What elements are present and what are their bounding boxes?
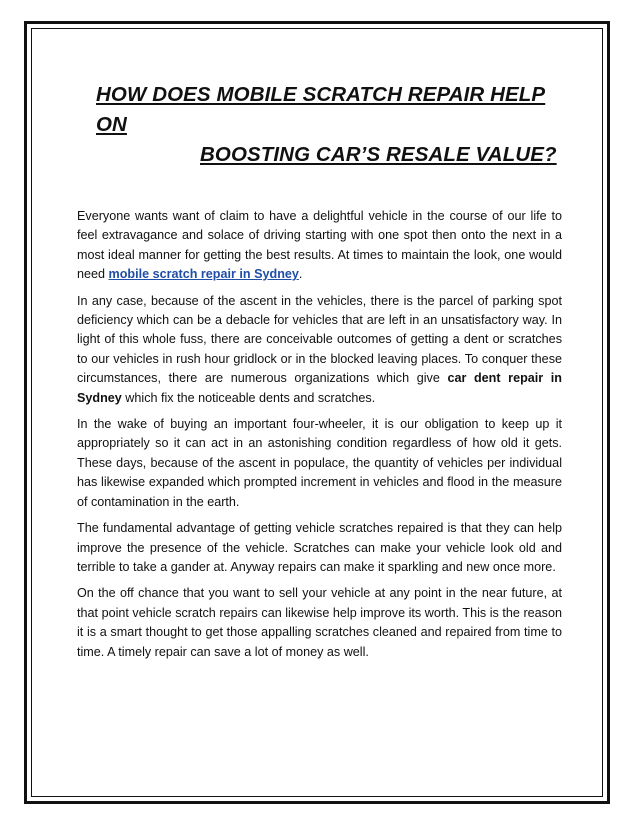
paragraph-2 bbox=[77, 292, 562, 408]
paragraph-1-end: . bbox=[298, 267, 303, 282]
page-title bbox=[60, 80, 580, 170]
title-line-1: HOW DOES MOBILE SCRATCH REPAIR HELP ON bbox=[96, 83, 546, 136]
paragraph-1-text: Everyone wants want of claim to have a delightful vehicle in the course of our life to feel extravagance and solace of driving starting with one spot then onto the next in a most ideal manner for getting the best results. At times to maintain the look, one would need bbox=[77, 209, 562, 282]
paragraph-5: On the off chance that you want to sell your vehicle at any point in the near future, at that point vehicle scratch repairs can likewise help improve its worth. This is the reason it is a smart thought to get those appalling scratches cleaned and repaired from time to time. A timely repair can save a lot of money as well. bbox=[77, 586, 562, 659]
paragraph-3: In the wake of buying an important four-wheeler, it is our obligation to keep up it appropriately so it can act in an astonishing condition regardless of how old it gets. These days, because of the ascent in populace, the quantity of vehicles per individual has likewise expanded which prompted increment in vehicles and flood in the measure of contamination in the earth. bbox=[77, 417, 562, 509]
paragraph-4: The fundamental advantage of getting vehicle scratches repaired is that they can help improve the presence of the vehicle. Scratches can make your vehicle look old and terrible to take a gander at. Anyway repairs can make it sparkling and new once more. bbox=[77, 521, 562, 574]
mobile-scratch-repair-link[interactable]: mobile scratch repair in Sydney bbox=[108, 267, 299, 282]
paragraph-2-end: which fix the noticeable dents and scratches. bbox=[121, 390, 376, 405]
article-body bbox=[77, 207, 562, 669]
title-line-2: BOOSTING CAR’S RESALE VALUE? bbox=[200, 143, 557, 166]
paragraph-1 bbox=[77, 207, 562, 285]
paragraph-2-text: In any case, because of the ascent in the vehicles, there is the parcel of parking spot deficiency which can be a debacle for vehicles that are left in an unsatisfactory way. In light of this whole fuss, there are conceivable outcomes of getting a dent or scratches to our vehicles in rush hour gridlock or in the blocked leaving places. To conquer these circumstances, there are numerous organizations which give bbox=[77, 293, 562, 386]
car-dent-repair-bold: car dent repair in Sydney bbox=[77, 371, 563, 405]
